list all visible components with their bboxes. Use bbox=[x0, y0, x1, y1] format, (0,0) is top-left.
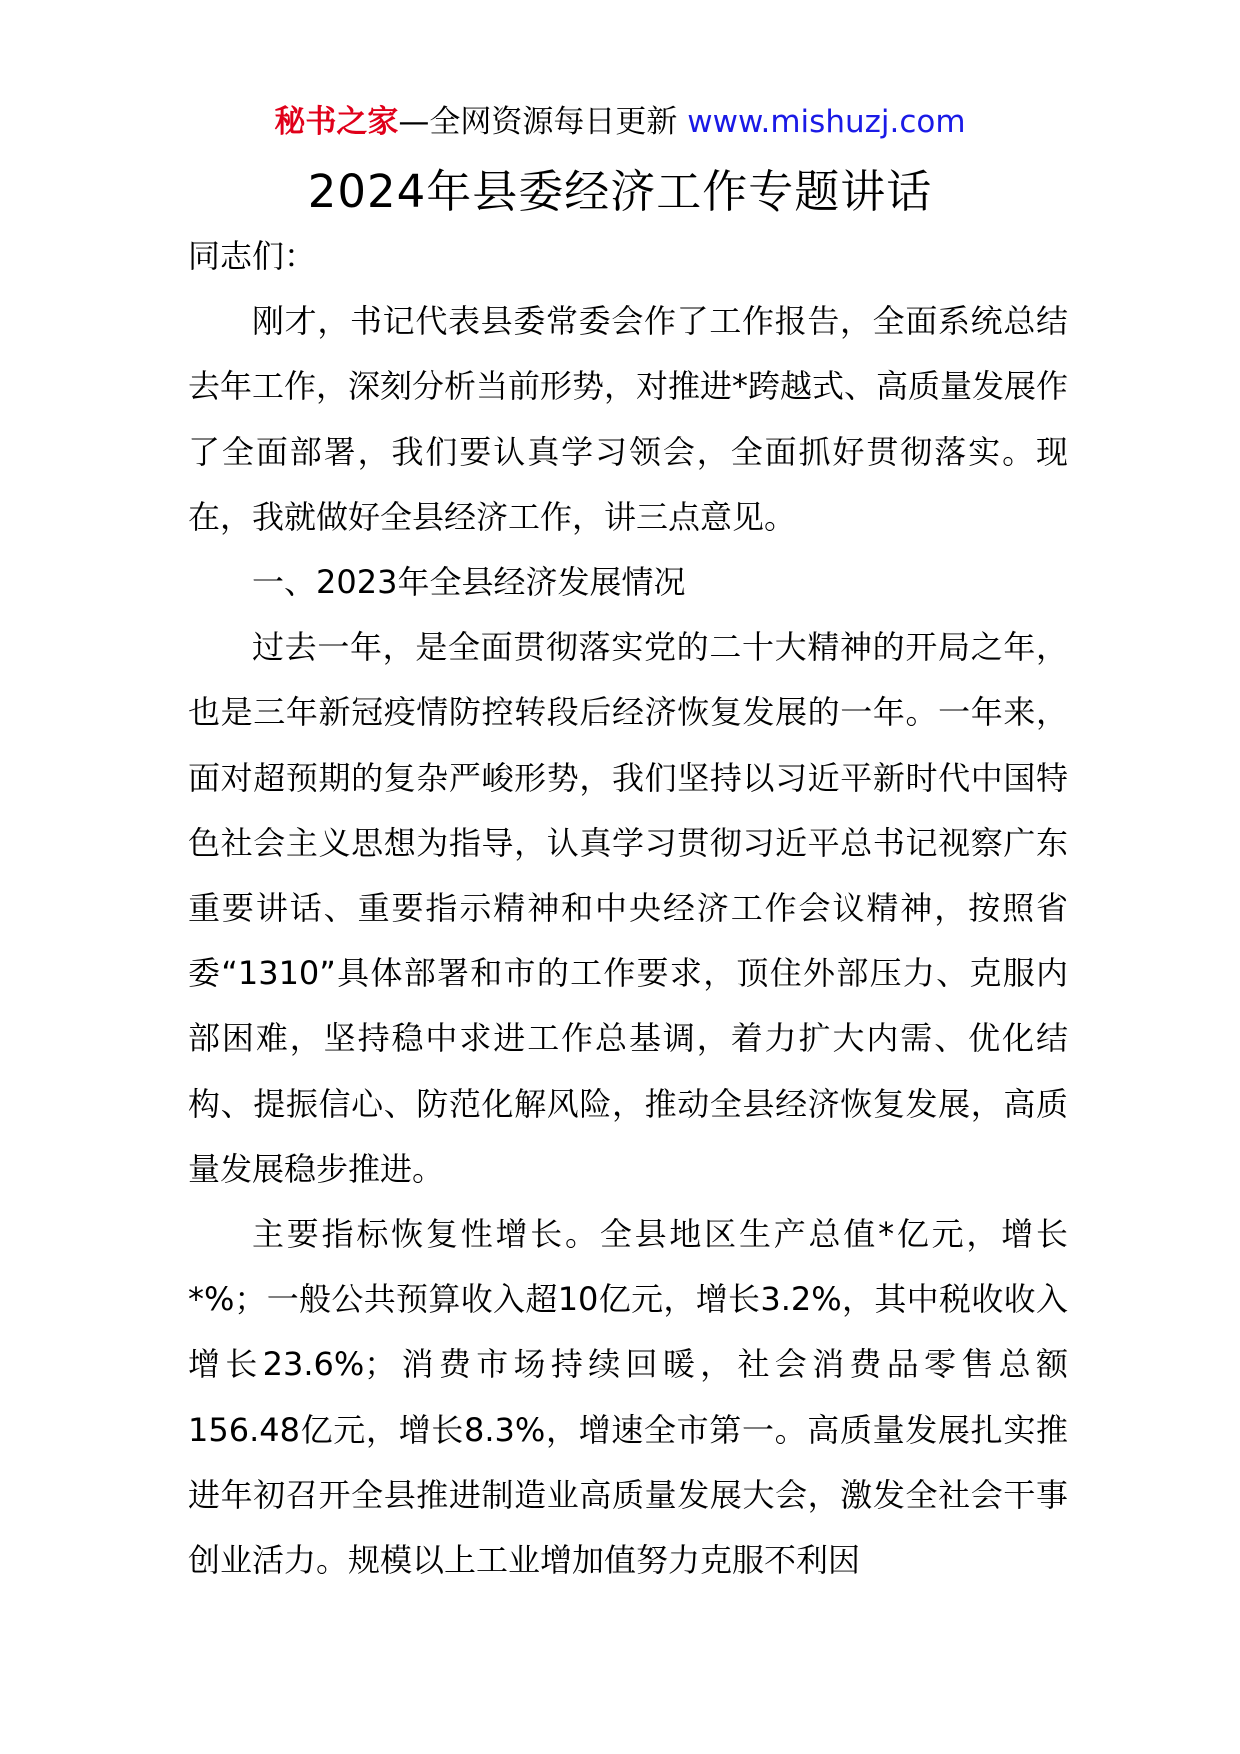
paragraph-indicators: 主要指标恢复性增长。全县地区生产总值*亿元，增长*%；一般公共预算收入超10亿元，增长3.2%，其中税收收入增长23.6%；消费市场持续回暖，社会消费品零售总额156.48亿元，增长8.3%，增速全市第一。高质量发展扎实推进年初召开全县推进制造业高质量发展大会，激发全社会干事创业活力。规模以上工业增加值努力克服不利因 bbox=[188, 1215, 1068, 1580]
section-heading: 一、2023年全县经济发展情况 bbox=[252, 563, 686, 602]
site-url[interactable]: www.mishuzj.com bbox=[687, 104, 966, 140]
site-header bbox=[0, 100, 1240, 144]
paragraph-intro: 刚才，书记代表县委常委会作了工作报告，全面系统总结去年工作，深刻分析当前形势，对推进*跨越式、高质量发展作了全面部署，我们要认真学习领会，全面抓好贯彻落实。现在，我就做好全县经济工作，讲三点意见。 bbox=[188, 302, 1069, 536]
header-slogan: —全网资源每日更新 bbox=[398, 104, 688, 140]
document-body bbox=[188, 224, 1068, 1593]
paragraph-overview: 过去一年，是全面贯彻落实党的二十大精神的开局之年，也是三年新冠疫情防控转段后经济恢复发展的一年。一年来，面对超预期的复杂严峻形势，我们坚持以习近平新时代中国特色社会主义思想为指导，认真学习贯彻习近平总书记视察广东重要讲话、重要指示精神和中央经济工作会议精神，按照省委“1310”具体部署和市的工作要求，顶住外部压力、克服内部困难，坚持稳中求进工作总基调，着力扩大内需、优化结构、提振信心、防范化解风险，推动全县经济恢复发展，高质量发展稳步推进。 bbox=[188, 628, 1068, 1188]
greeting: 同志们： bbox=[188, 237, 317, 275]
document-title: 2024年县委经济工作专题讲话 bbox=[307, 165, 933, 218]
brand-name: 秘书之家 bbox=[274, 104, 399, 140]
